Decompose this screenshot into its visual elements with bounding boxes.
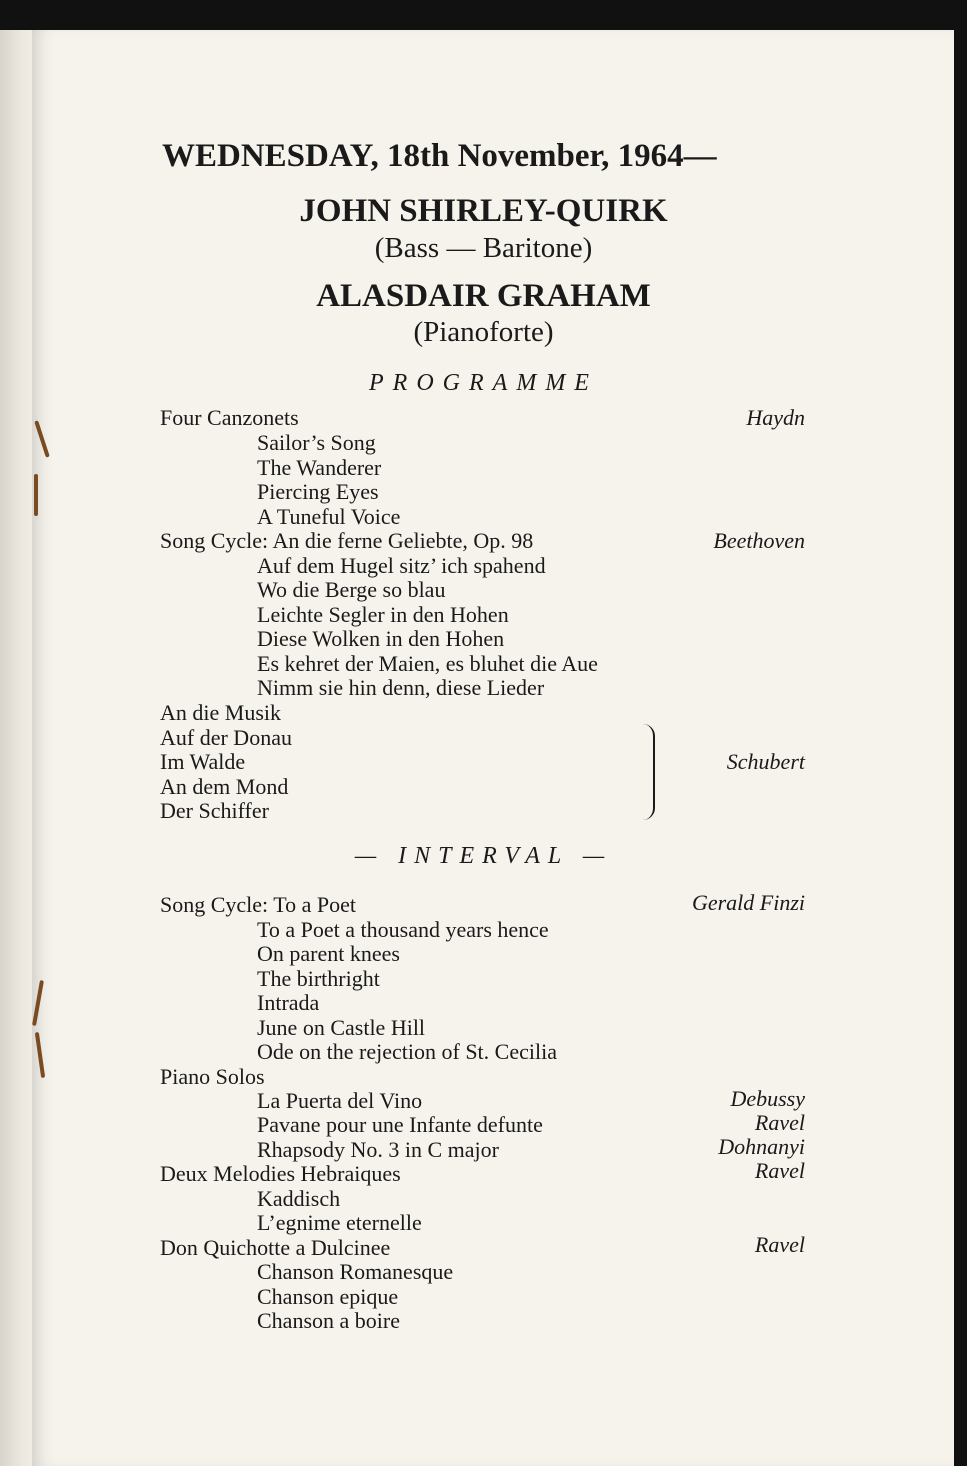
composer-schubert: Schubert — [726, 749, 805, 774]
song-item-schubert: An die Musik — [160, 700, 281, 725]
song-item: Chanson a boire — [257, 1308, 400, 1333]
composer-haydn: Haydn — [746, 405, 805, 430]
song-item: Rhapsody No. 3 in C major — [257, 1137, 499, 1162]
song-item: Pavane pour une Infante defunte — [257, 1112, 543, 1137]
composer-ravel: Ravel — [754, 1110, 805, 1135]
song-item: June on Castle Hill — [257, 1015, 426, 1040]
binding-stitch-top-lower — [34, 474, 38, 516]
composer-ravel: Ravel — [754, 1232, 805, 1257]
composer-finzi: Gerald Finzi — [691, 890, 805, 915]
work-title-piano-solos: Piano Solos — [160, 1064, 265, 1089]
concert-date: WEDNESDAY, 18th November, 1964— — [162, 138, 717, 174]
work-title-hebraiques: Deux Melodies Hebraiques — [160, 1161, 401, 1186]
performer-1-name: JOHN SHIRLEY-QUIRK — [299, 193, 668, 229]
composer-debussy: Debussy — [730, 1086, 805, 1111]
song-item: La Puerta del Vino — [257, 1088, 423, 1113]
song-item: On parent knees — [257, 941, 400, 966]
performer-2-role: (Pianoforte) — [413, 316, 554, 348]
song-item: Piercing Eyes — [257, 479, 379, 504]
song-item: Kaddisch — [257, 1186, 341, 1211]
song-item: L’egnime eternelle — [257, 1210, 422, 1235]
song-item: Wo die Berge so blau — [257, 577, 446, 602]
song-item: Chanson Romanesque — [257, 1259, 454, 1284]
schubert-brace — [641, 724, 655, 820]
interval-heading: — INTERVAL — — [354, 843, 613, 869]
work-title-haydn: Four Canzonets — [160, 405, 299, 430]
song-item: Leichte Segler in den Hohen — [257, 602, 509, 627]
song-item: Intrada — [257, 990, 320, 1015]
song-item-schubert: Auf der Donau — [160, 725, 292, 750]
work-title-quichotte: Don Quichotte a Dulcinee — [160, 1235, 391, 1260]
performer-1-role: (Bass — Baritone) — [374, 232, 593, 264]
song-item: A Tuneful Voice — [257, 504, 401, 529]
song-item-schubert: Der Schiffer — [160, 798, 269, 823]
composer-dohnanyi: Dohnanyi — [718, 1134, 805, 1159]
work-title-beethoven: Song Cycle: An die ferne Geliebte, Op. 98 — [160, 528, 534, 553]
song-item: Chanson epique — [257, 1284, 399, 1309]
song-item: Sailor’s Song — [257, 430, 376, 455]
programme-heading: PROGRAMME — [369, 370, 598, 396]
song-item: Es kehret der Maien, es bluhet die Aue — [257, 651, 598, 676]
work-title-finzi: Song Cycle: To a Poet — [160, 892, 357, 917]
song-item: Auf dem Hugel sitz’ ich spahend — [257, 553, 546, 578]
song-item: The Wanderer — [257, 455, 382, 480]
composer-ravel: Ravel — [754, 1158, 805, 1183]
song-item-schubert: Im Walde — [160, 749, 246, 774]
song-item: To a Poet a thousand years hence — [257, 917, 549, 942]
song-item-schubert: An dem Mond — [160, 774, 289, 799]
song-item: Diese Wolken in den Hohen — [257, 626, 505, 651]
song-item: Nimm sie hin denn, diese Lieder — [257, 675, 545, 700]
song-item: The birthright — [257, 966, 380, 991]
song-item: Ode on the rejection of St. Cecilia — [257, 1039, 557, 1064]
composer-beethoven: Beethoven — [713, 528, 805, 553]
performer-2-name: ALASDAIR GRAHAM — [316, 278, 651, 314]
